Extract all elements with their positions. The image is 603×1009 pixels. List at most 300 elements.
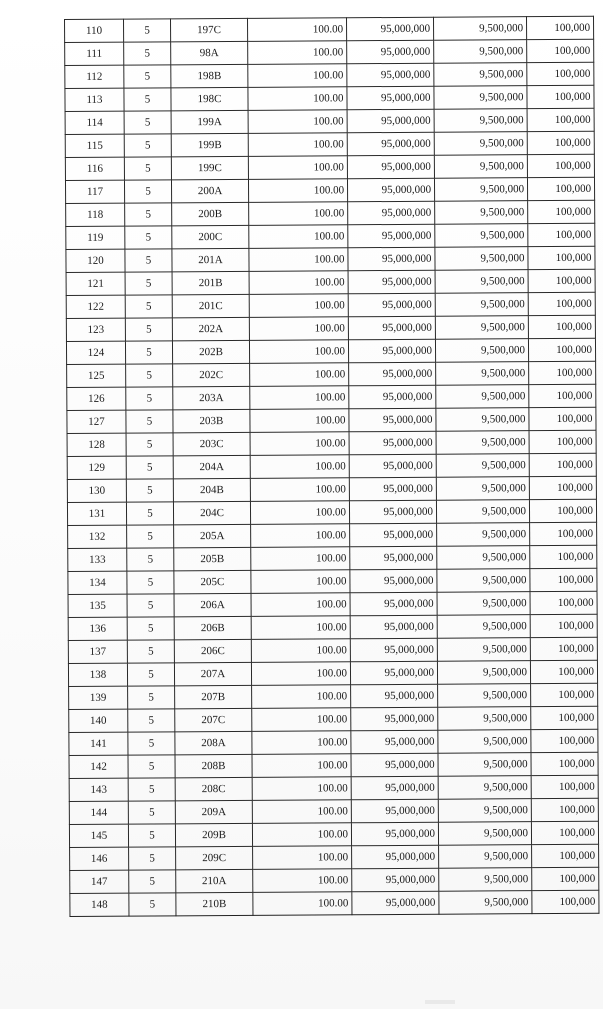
cell-fee: 100,000 <box>527 177 594 200</box>
cell-area: 100.00 <box>251 547 350 571</box>
cell-deposit: 9,500,000 <box>436 408 529 432</box>
cell-floor: 5 <box>124 157 171 180</box>
cell-area: 100.00 <box>250 409 349 433</box>
cell-fee: 100,000 <box>529 499 596 522</box>
cell-unit: 204B <box>173 478 250 501</box>
cell-area: 100.00 <box>250 432 349 456</box>
cell-price: 95,000,000 <box>350 661 437 685</box>
cell-floor: 5 <box>127 617 174 640</box>
cell-no: 131 <box>67 502 126 525</box>
cell-deposit: 9,500,000 <box>436 362 529 386</box>
cell-unit: 202C <box>173 363 250 386</box>
cell-no: 125 <box>67 364 126 387</box>
cell-price: 95,000,000 <box>351 753 438 777</box>
cell-price: 95,000,000 <box>349 385 436 409</box>
cell-deposit: 9,500,000 <box>437 569 530 593</box>
cell-floor: 5 <box>124 42 171 65</box>
cell-area: 100.00 <box>249 225 348 249</box>
cell-deposit: 9,500,000 <box>434 109 527 133</box>
cell-unit: 208B <box>175 754 252 777</box>
cell-area: 100.00 <box>252 777 351 801</box>
table-row <box>65 154 594 180</box>
cell-deposit: 9,500,000 <box>439 891 532 915</box>
cell-no: 113 <box>65 88 124 111</box>
cell-price: 95,000,000 <box>351 684 438 708</box>
cell-unit: 200A <box>171 179 248 202</box>
cell-no: 138 <box>68 663 127 686</box>
cell-floor: 5 <box>127 525 174 548</box>
cell-price: 95,000,000 <box>349 362 436 386</box>
cell-fee: 100,000 <box>527 154 594 177</box>
cell-price: 95,000,000 <box>348 316 435 340</box>
table-row <box>66 223 595 249</box>
cell-deposit: 9,500,000 <box>439 868 532 892</box>
cell-fee: 100,000 <box>529 361 596 384</box>
cell-unit: 203B <box>173 409 250 432</box>
cell-floor: 5 <box>125 203 172 226</box>
cell-floor: 5 <box>124 88 171 111</box>
cell-area: 100.00 <box>250 386 349 410</box>
cell-no: 110 <box>65 19 124 42</box>
cell-deposit: 9,500,000 <box>436 385 529 409</box>
cell-area: 100.00 <box>251 639 350 663</box>
cell-price: 95,000,000 <box>349 454 436 478</box>
cell-floor: 5 <box>124 111 171 134</box>
cell-fee: 100,000 <box>527 131 594 154</box>
cell-floor: 5 <box>126 456 173 479</box>
cell-fee: 100,000 <box>531 683 598 706</box>
cell-fee: 100,000 <box>528 200 595 223</box>
cell-no: 124 <box>66 341 125 364</box>
cell-fee: 100,000 <box>527 62 594 85</box>
cell-floor: 5 <box>129 847 176 870</box>
cell-unit: 205A <box>174 524 251 547</box>
cell-floor: 5 <box>127 640 174 663</box>
cell-fee: 100,000 <box>527 39 594 62</box>
cell-no: 133 <box>68 548 127 571</box>
cell-area: 100.00 <box>252 708 351 732</box>
cell-unit: 203C <box>173 432 250 455</box>
cell-fee: 100,000 <box>529 476 596 499</box>
cell-fee: 100,000 <box>531 729 598 752</box>
cell-deposit: 9,500,000 <box>438 753 531 777</box>
cell-unit: 201C <box>172 294 249 317</box>
cell-deposit: 9,500,000 <box>434 40 527 64</box>
cell-unit: 210B <box>176 892 253 915</box>
table-row <box>69 683 598 709</box>
cell-deposit: 9,500,000 <box>435 293 528 317</box>
cell-unit: 204C <box>173 501 250 524</box>
cell-unit: 200B <box>172 202 249 225</box>
table-row <box>68 614 597 640</box>
cell-unit: 206A <box>174 593 251 616</box>
cell-unit: 199A <box>171 110 248 133</box>
cell-floor: 5 <box>125 226 172 249</box>
cell-floor: 5 <box>127 548 174 571</box>
cell-area: 100.00 <box>253 869 352 893</box>
cell-no: 126 <box>67 387 126 410</box>
cell-area: 100.00 <box>252 731 351 755</box>
cell-price: 95,000,000 <box>348 247 435 271</box>
cell-unit: 206B <box>174 616 251 639</box>
cell-no: 143 <box>69 778 128 801</box>
cell-deposit: 9,500,000 <box>438 707 531 731</box>
cell-deposit: 9,500,000 <box>435 247 528 271</box>
cell-price: 95,000,000 <box>351 707 438 731</box>
cell-no: 130 <box>67 479 126 502</box>
cell-unit: 204A <box>173 455 250 478</box>
cell-price: 95,000,000 <box>351 799 438 823</box>
cell-floor: 5 <box>125 295 172 318</box>
cell-price: 95,000,000 <box>349 477 436 501</box>
cell-area: 100.00 <box>249 317 348 341</box>
cell-deposit: 9,500,000 <box>438 730 531 754</box>
cell-fee: 100,000 <box>529 453 596 476</box>
cell-deposit: 9,500,000 <box>437 661 530 685</box>
cell-price: 95,000,000 <box>348 224 435 248</box>
table-row <box>65 62 594 88</box>
cell-no: 116 <box>65 157 124 180</box>
cell-fee: 100,000 <box>530 614 597 637</box>
cell-fee: 100,000 <box>530 637 597 660</box>
cell-no: 118 <box>66 203 125 226</box>
cell-no: 122 <box>66 295 125 318</box>
scan-artifact <box>425 1000 455 1004</box>
cell-floor: 5 <box>126 502 173 525</box>
cell-deposit: 9,500,000 <box>437 523 530 547</box>
table-row <box>67 384 596 410</box>
cell-no: 144 <box>69 801 128 824</box>
cell-unit: 207B <box>175 685 252 708</box>
cell-floor: 5 <box>124 134 171 157</box>
cell-fee: 100,000 <box>530 568 597 591</box>
cell-unit: 197C <box>171 18 248 41</box>
cell-unit: 210A <box>176 869 253 892</box>
table-row <box>66 246 595 272</box>
cell-area: 100.00 <box>249 248 348 272</box>
cell-unit: 199B <box>171 133 248 156</box>
cell-no: 139 <box>69 686 128 709</box>
cell-price: 95,000,000 <box>348 201 435 225</box>
cell-unit: 209C <box>176 846 253 869</box>
cell-price: 95,000,000 <box>347 109 434 133</box>
cell-unit: 209A <box>175 800 252 823</box>
cell-area: 100.00 <box>251 570 350 594</box>
cell-no: 129 <box>67 456 126 479</box>
cell-unit: 208A <box>175 731 252 754</box>
cell-floor: 5 <box>124 180 171 203</box>
table-row <box>67 430 596 456</box>
cell-area: 100.00 <box>250 478 349 502</box>
cell-deposit: 9,500,000 <box>437 546 530 570</box>
table-row <box>67 361 596 387</box>
cell-area: 100.00 <box>251 524 350 548</box>
cell-price: 95,000,000 <box>350 546 437 570</box>
cell-no: 135 <box>68 594 127 617</box>
cell-floor: 5 <box>128 755 175 778</box>
cell-price: 95,000,000 <box>348 293 435 317</box>
table-row <box>65 108 594 134</box>
cell-price: 95,000,000 <box>351 822 438 846</box>
cell-fee: 100,000 <box>529 384 596 407</box>
cell-deposit: 9,500,000 <box>435 270 528 294</box>
cell-fee: 100,000 <box>531 752 598 775</box>
cell-price: 95,000,000 <box>351 730 438 754</box>
table-row <box>68 660 597 686</box>
cell-fee: 100,000 <box>527 108 594 131</box>
cell-area: 100.00 <box>253 846 352 870</box>
cell-deposit: 9,500,000 <box>436 477 529 501</box>
table-row <box>66 200 595 226</box>
cell-no: 120 <box>66 249 125 272</box>
cell-fee: 100,000 <box>527 85 594 108</box>
cell-no: 145 <box>69 824 128 847</box>
cell-price: 95,000,000 <box>351 776 438 800</box>
cell-no: 111 <box>65 42 124 65</box>
cell-area: 100.00 <box>252 800 351 824</box>
cell-unit: 200C <box>172 225 249 248</box>
cell-fee: 100,000 <box>531 775 598 798</box>
cell-deposit: 9,500,000 <box>437 638 530 662</box>
cell-area: 100.00 <box>249 271 348 295</box>
cell-deposit: 9,500,000 <box>434 132 527 156</box>
table-row <box>67 499 596 525</box>
cell-price: 95,000,000 <box>350 592 437 616</box>
cell-no: 115 <box>65 134 124 157</box>
cell-fee: 100,000 <box>526 16 593 39</box>
cell-area: 100.00 <box>252 754 351 778</box>
cell-price: 95,000,000 <box>350 569 437 593</box>
cell-unit: 198B <box>171 64 248 87</box>
cell-fee: 100,000 <box>528 223 595 246</box>
cell-fee: 100,000 <box>532 867 599 890</box>
table-row <box>65 16 594 42</box>
cell-fee: 100,000 <box>530 545 597 568</box>
cell-area: 100.00 <box>248 41 347 65</box>
cell-price: 95,000,000 <box>352 868 439 892</box>
cell-deposit: 9,500,000 <box>435 224 528 248</box>
table-row <box>70 867 599 893</box>
cell-fee: 100,000 <box>532 890 599 913</box>
cell-floor: 5 <box>125 272 172 295</box>
cell-fee: 100,000 <box>528 269 595 292</box>
table-row <box>66 269 595 295</box>
cell-floor: 5 <box>126 410 173 433</box>
cell-price: 95,000,000 <box>350 523 437 547</box>
cell-area: 100.00 <box>253 892 352 916</box>
cell-fee: 100,000 <box>531 821 598 844</box>
table-row <box>67 476 596 502</box>
cell-deposit: 9,500,000 <box>435 316 528 340</box>
cell-fee: 100,000 <box>529 430 596 453</box>
cell-unit: 98A <box>171 41 248 64</box>
cell-floor: 5 <box>128 824 175 847</box>
cell-unit: 201A <box>172 248 249 271</box>
cell-area: 100.00 <box>249 294 348 318</box>
cell-unit: 202A <box>172 317 249 340</box>
cell-floor: 5 <box>127 571 174 594</box>
cell-unit: 208C <box>175 777 252 800</box>
cell-fee: 100,000 <box>530 522 597 545</box>
table-row <box>69 752 598 778</box>
cell-fee: 100,000 <box>532 844 599 867</box>
cell-no: 141 <box>69 732 128 755</box>
cell-price: 95,000,000 <box>348 270 435 294</box>
cell-deposit: 9,500,000 <box>436 454 529 478</box>
cell-price: 95,000,000 <box>347 132 434 156</box>
table-row <box>68 522 597 548</box>
cell-floor: 5 <box>124 65 171 88</box>
cell-fee: 100,000 <box>528 315 595 338</box>
table-row <box>66 315 595 341</box>
table-row <box>70 844 599 870</box>
cell-deposit: 9,500,000 <box>438 822 531 846</box>
table-row <box>68 545 597 571</box>
cell-unit: 206C <box>174 639 251 662</box>
cell-price: 95,000,000 <box>347 40 434 64</box>
table-row <box>66 338 595 364</box>
cell-no: 140 <box>69 709 128 732</box>
cell-area: 100.00 <box>252 685 351 709</box>
cell-fee: 100,000 <box>529 407 596 430</box>
cell-area: 100.00 <box>250 363 349 387</box>
cell-floor: 5 <box>124 19 171 42</box>
cell-floor: 5 <box>126 387 173 410</box>
cell-fee: 100,000 <box>531 798 598 821</box>
cell-floor: 5 <box>125 249 172 272</box>
cell-unit: 205C <box>174 570 251 593</box>
cell-floor: 5 <box>129 870 176 893</box>
cell-price: 95,000,000 <box>350 638 437 662</box>
cell-no: 123 <box>66 318 125 341</box>
table-row <box>70 890 599 916</box>
cell-no: 128 <box>67 433 126 456</box>
table-row <box>68 568 597 594</box>
table-row <box>69 775 598 801</box>
cell-deposit: 9,500,000 <box>438 684 531 708</box>
cell-area: 100.00 <box>251 593 350 617</box>
cell-fee: 100,000 <box>531 706 598 729</box>
cell-no: 132 <box>68 525 127 548</box>
cell-fee: 100,000 <box>530 660 597 683</box>
table-row <box>68 591 597 617</box>
cell-deposit: 9,500,000 <box>437 592 530 616</box>
cell-price: 95,000,000 <box>347 178 434 202</box>
table-row <box>68 637 597 663</box>
cell-area: 100.00 <box>251 662 350 686</box>
table-row <box>66 292 595 318</box>
cell-floor: 5 <box>128 801 175 824</box>
cell-deposit: 9,500,000 <box>435 201 528 225</box>
cell-price: 95,000,000 <box>347 155 434 179</box>
table-row <box>69 821 598 847</box>
cell-floor: 5 <box>128 732 175 755</box>
cell-area: 100.00 <box>250 501 349 525</box>
cell-no: 121 <box>66 272 125 295</box>
cell-deposit: 9,500,000 <box>437 615 530 639</box>
table-row <box>65 39 594 65</box>
cell-price: 95,000,000 <box>346 17 433 41</box>
cell-unit: 209B <box>175 823 252 846</box>
cell-floor: 5 <box>129 893 176 916</box>
cell-deposit: 9,500,000 <box>438 776 531 800</box>
cell-deposit: 9,500,000 <box>438 799 531 823</box>
table-row <box>65 131 594 157</box>
cell-fee: 100,000 <box>530 591 597 614</box>
cell-unit: 203A <box>173 386 250 409</box>
cell-area: 100.00 <box>249 340 348 364</box>
cell-area: 100.00 <box>247 18 346 42</box>
cell-price: 95,000,000 <box>348 339 435 363</box>
cell-no: 127 <box>67 410 126 433</box>
cell-fee: 100,000 <box>528 246 595 269</box>
cell-floor: 5 <box>126 433 173 456</box>
cell-area: 100.00 <box>248 156 347 180</box>
cell-area: 100.00 <box>248 133 347 157</box>
unit-price-table <box>64 16 599 917</box>
cell-floor: 5 <box>126 479 173 502</box>
cell-price: 95,000,000 <box>350 615 437 639</box>
cell-area: 100.00 <box>250 455 349 479</box>
cell-no: 137 <box>68 640 127 663</box>
cell-price: 95,000,000 <box>349 500 436 524</box>
cell-deposit: 9,500,000 <box>439 845 532 869</box>
cell-no: 136 <box>68 617 127 640</box>
cell-deposit: 9,500,000 <box>436 500 529 524</box>
table-row <box>67 453 596 479</box>
cell-unit: 201B <box>172 271 249 294</box>
cell-deposit: 9,500,000 <box>434 63 527 87</box>
cell-floor: 5 <box>126 364 173 387</box>
cell-unit: 199C <box>171 156 248 179</box>
table-row <box>69 706 598 732</box>
cell-fee: 100,000 <box>528 292 595 315</box>
cell-unit: 207C <box>175 708 252 731</box>
table-row <box>69 729 598 755</box>
table-row <box>67 407 596 433</box>
cell-floor: 5 <box>127 594 174 617</box>
cell-price: 95,000,000 <box>349 431 436 455</box>
cell-deposit: 9,500,000 <box>436 431 529 455</box>
cell-area: 100.00 <box>252 823 351 847</box>
cell-area: 100.00 <box>248 110 347 134</box>
cell-floor: 5 <box>125 318 172 341</box>
cell-unit: 202B <box>172 340 249 363</box>
cell-price: 95,000,000 <box>349 408 436 432</box>
table-row <box>65 177 594 203</box>
cell-floor: 5 <box>128 778 175 801</box>
cell-deposit: 9,500,000 <box>433 17 526 41</box>
cell-floor: 5 <box>127 663 174 686</box>
cell-no: 119 <box>66 226 125 249</box>
cell-price: 95,000,000 <box>352 891 439 915</box>
table-body <box>65 16 599 916</box>
cell-floor: 5 <box>128 686 175 709</box>
cell-deposit: 9,500,000 <box>434 178 527 202</box>
cell-deposit: 9,500,000 <box>434 155 527 179</box>
cell-no: 112 <box>65 65 124 88</box>
cell-unit: 207A <box>174 662 251 685</box>
cell-deposit: 9,500,000 <box>434 86 527 110</box>
cell-fee: 100,000 <box>528 338 595 361</box>
cell-unit: 205B <box>174 547 251 570</box>
cell-area: 100.00 <box>249 202 348 226</box>
cell-area: 100.00 <box>251 616 350 640</box>
cell-floor: 5 <box>125 341 172 364</box>
cell-floor: 5 <box>128 709 175 732</box>
cell-no: 117 <box>65 180 124 203</box>
table-row <box>65 85 594 111</box>
